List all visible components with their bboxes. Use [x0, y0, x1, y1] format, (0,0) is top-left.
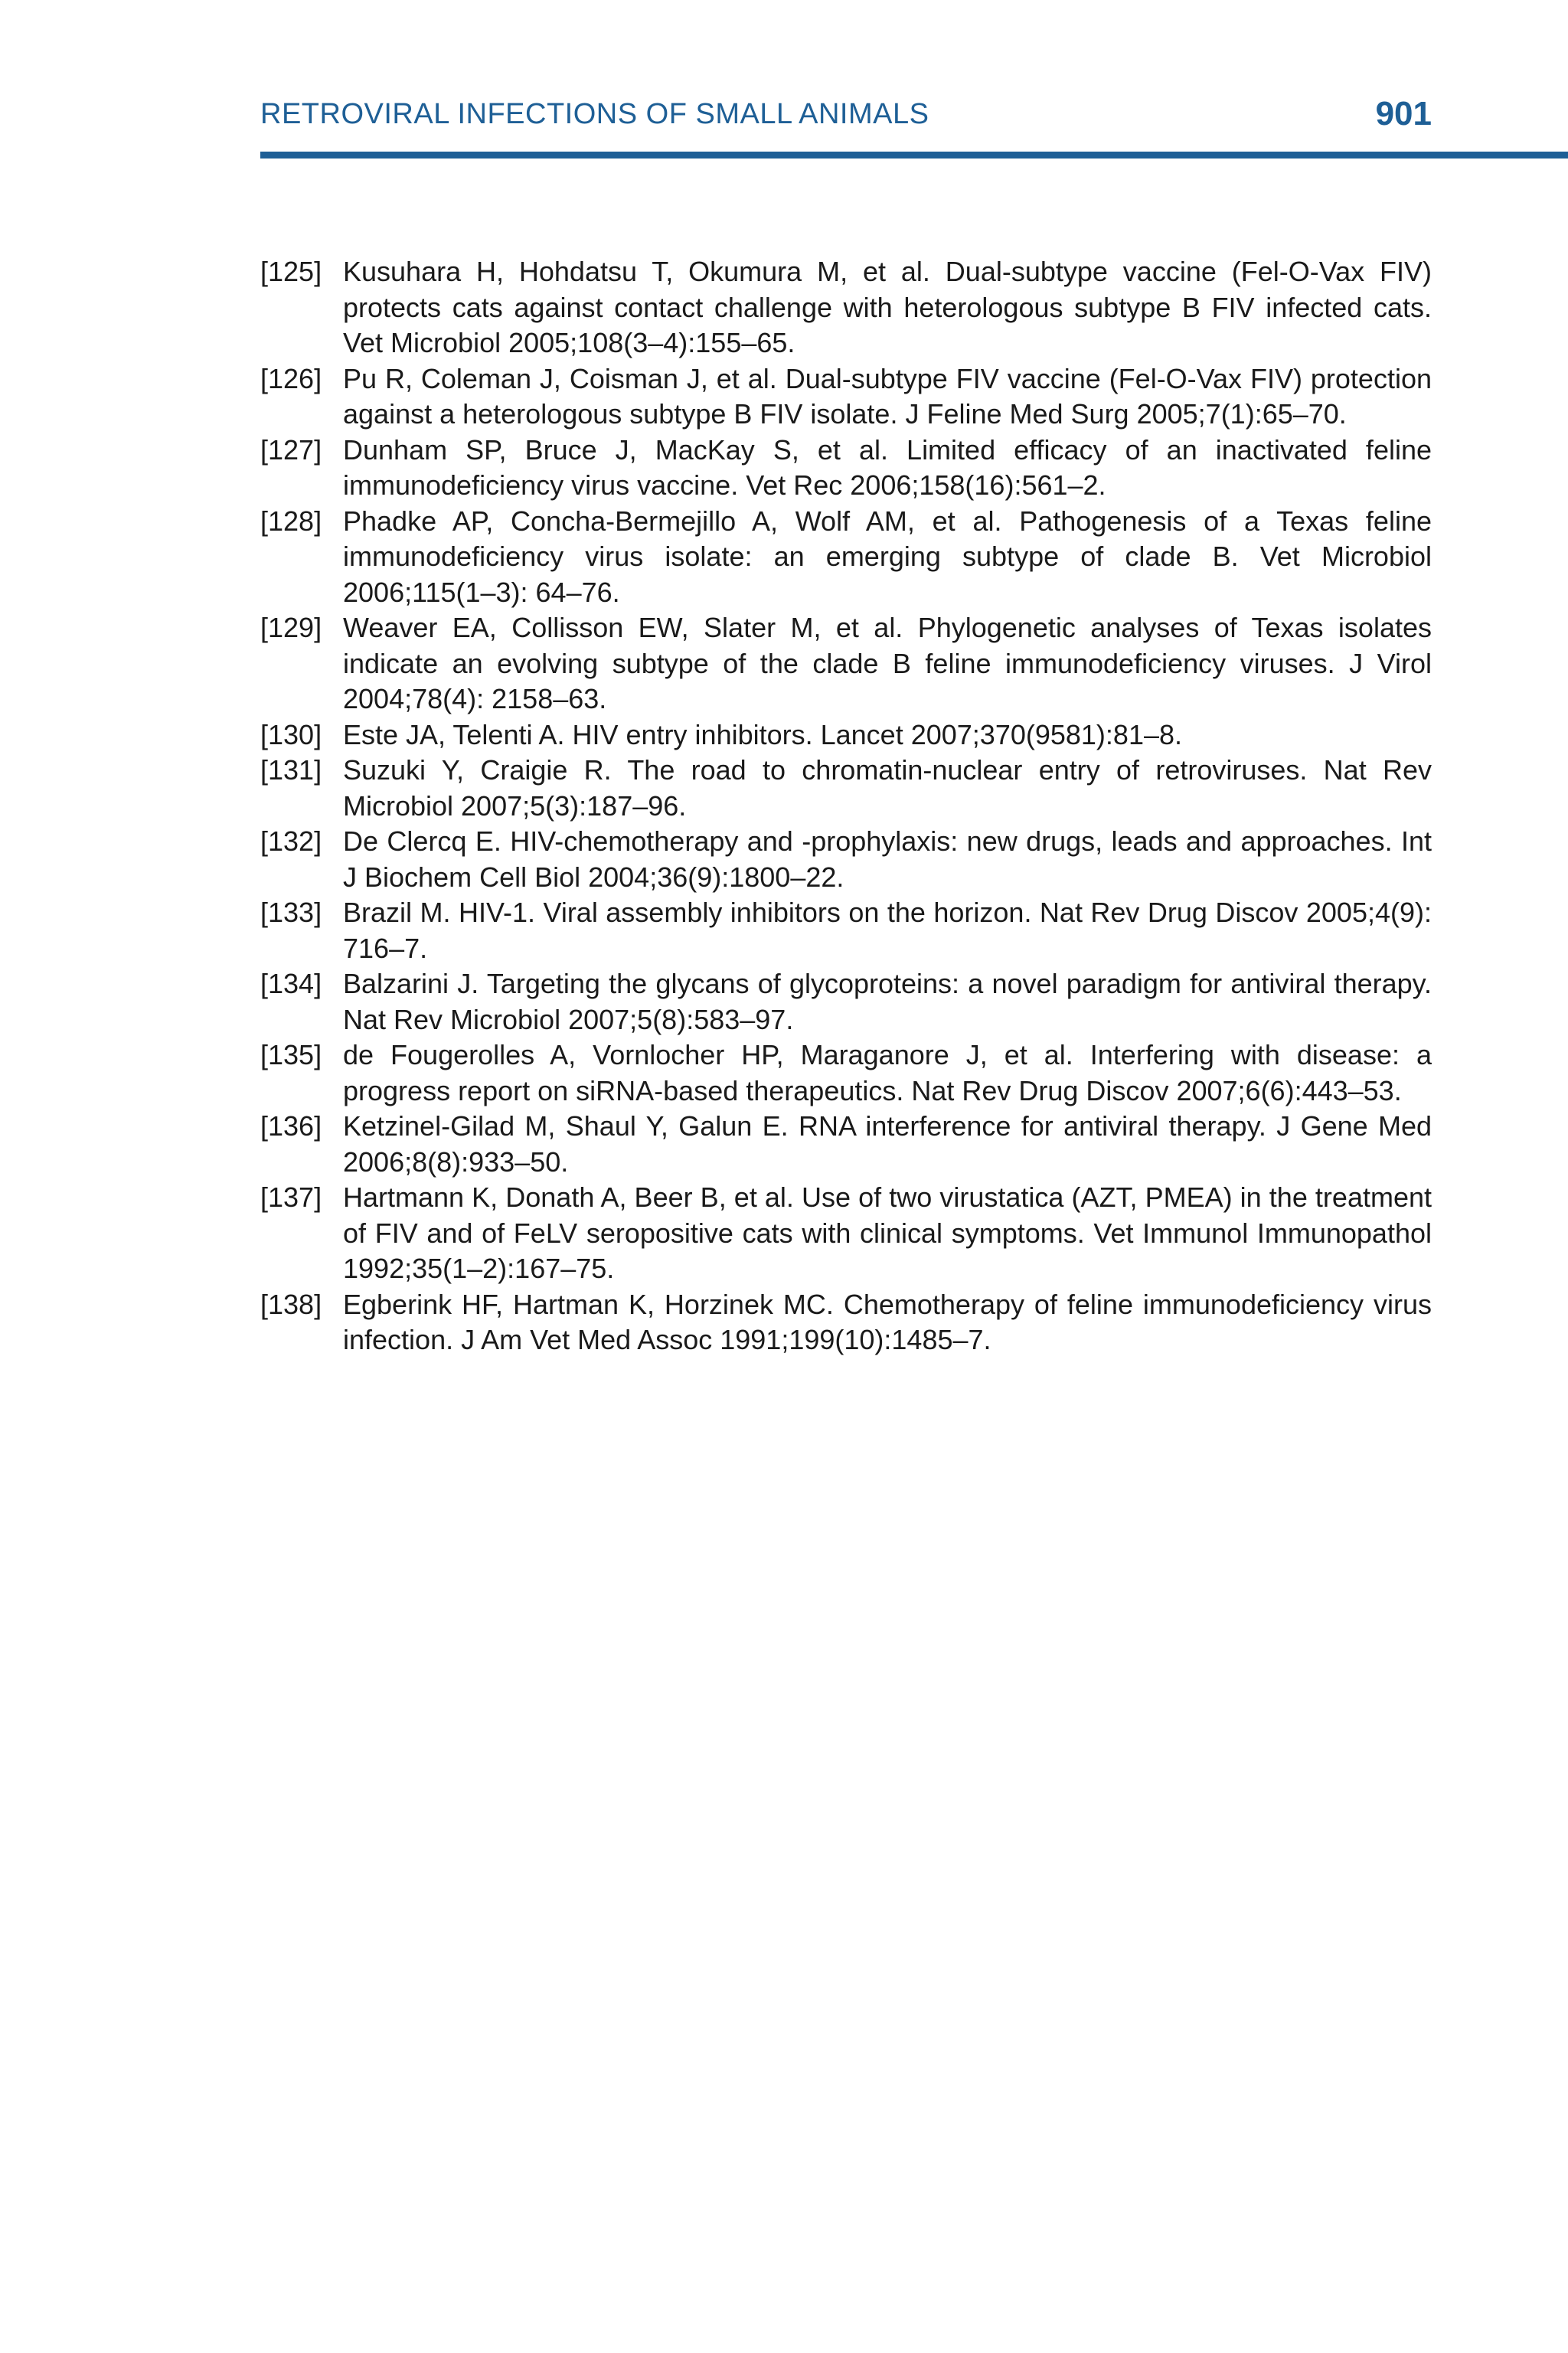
reference-number: [135] — [260, 1039, 322, 1070]
reference-text: Phadke AP, Concha-Bermejillo A, Wolf AM, et al. Pathogenesis of a Texas feline immunodeficiency virus isolate: an emerging subtype of clade B. Vet Microbiol 2006;115(1–3): 64–76. — [343, 505, 1432, 608]
reference-number: [128] — [260, 505, 322, 537]
running-head — [260, 95, 1432, 144]
reference-text: De Clercq E. HIV-chemotherapy and -prophylaxis: new drugs, leads and approaches. Int J Biochem Cell Biol 2004;36(9):1800–22. — [343, 825, 1432, 893]
reference-text: Pu R, Coleman J, Coisman J, et al. Dual-subtype FIV vaccine (Fel-O-Vax FIV) protection against a heterologous subtype B FIV isolate. J Feline Med Surg 2005;7(1):65–70. — [343, 362, 1432, 430]
reference-item — [260, 1038, 1432, 1109]
reference-item — [260, 1180, 1432, 1287]
reference-number: [138] — [260, 1288, 322, 1320]
reference-list — [260, 254, 1432, 1358]
reference-text: Hartmann K, Donath A, Beer B, et al. Use of two virustatica (AZT, PMEA) in the treatment of FIV and of FeLV seropositive cats with clinical symptoms. Vet Immunol Immunopathol 1992;35(1–2):167–75. — [343, 1181, 1432, 1284]
reference-item — [260, 433, 1432, 504]
reference-number: [134] — [260, 968, 322, 999]
reference-item — [260, 895, 1432, 966]
reference-text: Balzarini J. Targeting the glycans of glycoproteins: a novel paradigm for antiviral therapy. Nat Rev Microbiol 2007;5(8):583–97. — [343, 968, 1432, 1035]
reference-text: Ketzinel-Gilad M, Shaul Y, Galun E. RNA interference for antiviral therapy. J Gene Med 2006;8(8):933–50. — [343, 1110, 1432, 1178]
reference-text: Suzuki Y, Craigie R. The road to chromatin-nuclear entry of retroviruses. Nat Rev Microbiol 2007;5(3):187–96. — [343, 754, 1432, 822]
reference-number: [131] — [260, 754, 322, 786]
reference-text: Egberink HF, Hartman K, Horzinek MC. Chemotherapy of feline immunodeficiency virus infection. J Am Vet Med Assoc 1991;199(10):1485–7. — [343, 1288, 1432, 1355]
reference-text: Este JA, Telenti A. HIV entry inhibitors. Lancet 2007;370(9581):81–8. — [343, 718, 1183, 750]
running-title: RETROVIRAL INFECTIONS OF SMALL ANIMALS — [260, 98, 929, 130]
reference-number: [127] — [260, 433, 322, 466]
reference-item — [260, 610, 1432, 717]
reference-number: [125] — [260, 256, 322, 287]
reference-number: [137] — [260, 1181, 322, 1213]
reference-text: Brazil M. HIV-1. Viral assembly inhibitors on the horizon. Nat Rev Drug Discov 2005;4(9): 716–7. — [343, 897, 1432, 964]
page-number: 901 — [1375, 95, 1432, 132]
reference-item — [260, 361, 1432, 433]
reference-item — [260, 966, 1432, 1038]
reference-text: de Fougerolles A, Vornlocher HP, Maraganore J, et al. Interfering with disease: a progress report on siRNA-based therapeutics. Nat Rev Drug Discov 2007;6(6):443–53. — [343, 1039, 1432, 1106]
reference-item — [260, 504, 1432, 611]
reference-item — [260, 1109, 1432, 1180]
reference-text: Kusuhara H, Hohdatsu T, Okumura M, et al. Dual-subtype vaccine (Fel-O-Vax FIV) protects cats against contact challenge with heterologous subtype B FIV infected cats. Vet Microbiol 2005;108(3–4):155–65. — [343, 256, 1432, 358]
reference-number: [136] — [260, 1110, 322, 1142]
reference-text: Dunham SP, Bruce J, MacKay S, et al. Limited efficacy of an inactivated feline immunodeficiency virus vaccine. Vet Rec 2006;158(16):561–2. — [343, 433, 1432, 501]
reference-number: [133] — [260, 897, 322, 928]
header-rule — [260, 152, 1568, 159]
reference-item — [260, 753, 1432, 824]
reference-number: [130] — [260, 718, 322, 750]
reference-item — [260, 1287, 1432, 1358]
reference-item — [260, 254, 1432, 361]
reference-text: Weaver EA, Collisson EW, Slater M, et al. Phylogenetic analyses of Texas isolates indicate an evolving subtype of the clade B feline immunodeficiency viruses. J Virol 2004;78(4): 2158–63. — [343, 612, 1432, 714]
reference-item — [260, 824, 1432, 895]
reference-number: [129] — [260, 612, 322, 643]
reference-number: [126] — [260, 362, 322, 394]
reference-item — [260, 717, 1432, 753]
reference-number: [132] — [260, 825, 322, 857]
